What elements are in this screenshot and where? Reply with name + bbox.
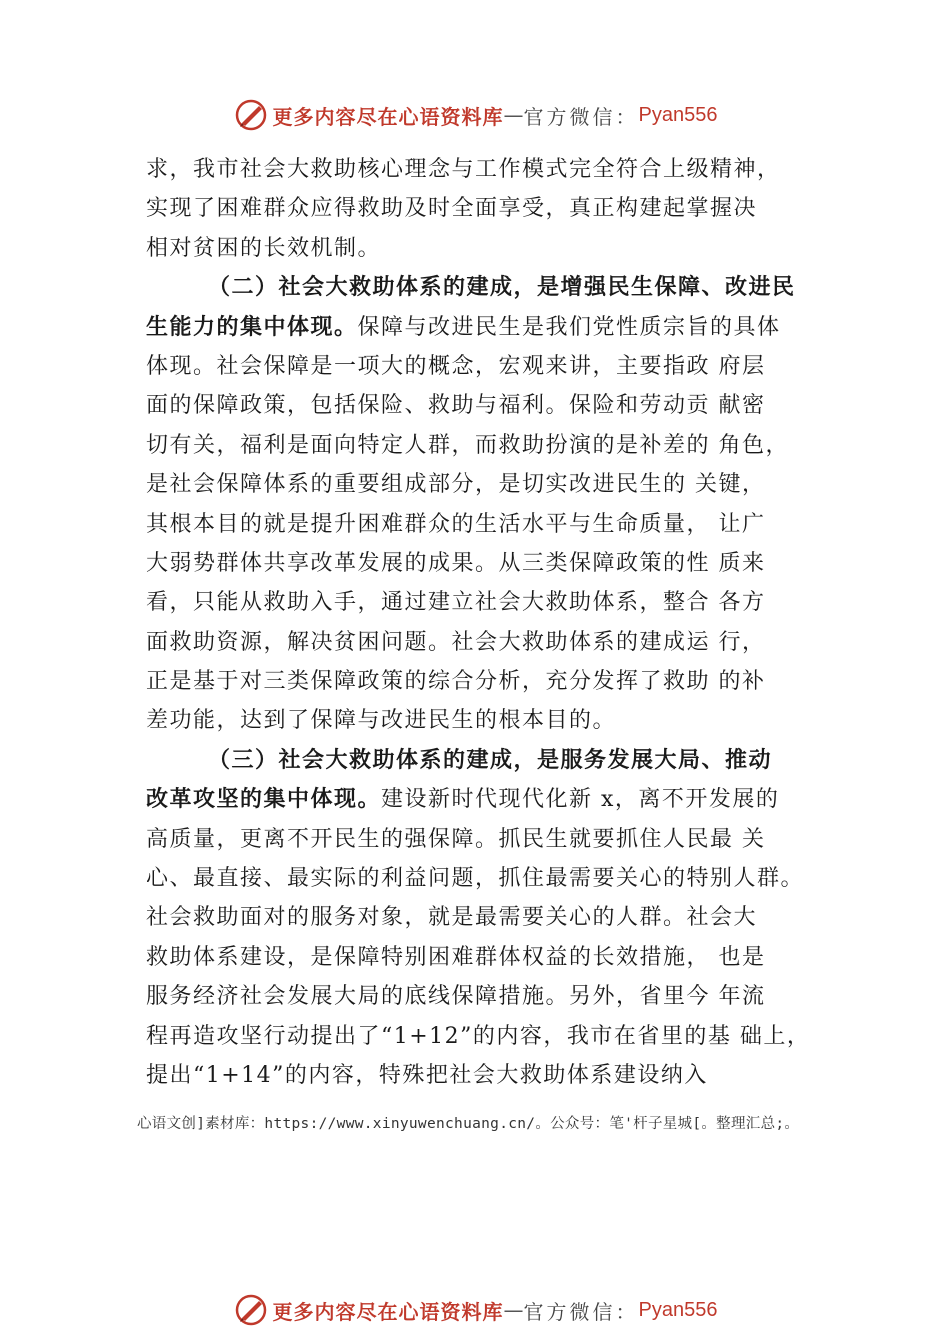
line-text: 相对贫困的长效机制。 [146,235,382,261]
text-line [146,898,846,937]
line-text: 求，我市社会大救助核心理念与工作模式完全符合上级精神， [146,157,781,182]
bold-heading-text: （三）社会大救助体系的建成，是服务发展大局、推动 [208,746,773,773]
text-line [146,977,846,1016]
line-text: 切有关，福利是面向特定人群，而救助扮演的是补差的 角色， [146,432,789,458]
text-line [146,701,846,740]
bold-heading-text: 改革攻坚的集中体现。 [146,786,382,813]
line-text: 差功能，达到了保障与改进民生的根本目的。 [146,708,617,734]
pen-logo-icon [233,1292,269,1328]
line-text: 心、最直接、最实际的利益问题，抓住最需要关心的特别人群。 [146,866,805,892]
text-line [146,583,846,622]
text-line [146,544,846,583]
banner-brand: 更多内容尽在心语资料库 [272,1299,504,1324]
text-line [146,859,846,898]
text-line [146,741,846,780]
text-line [146,465,846,504]
line-text: 实现了困难群众应得救助及时全面享受，真正构建起掌握决 [146,196,758,222]
text-line [146,505,846,544]
document-body [146,150,846,1095]
line-text: 提出“1+14”的内容，特殊把社会大救助体系建设纳入 [146,1062,708,1088]
line-text: 面救助资源，解决贫困问题。社会大救助体系的建成运 行， [146,629,766,655]
line-text: 服务经济社会发展大局的底线保障措施。另外，省里今 年流 [146,984,766,1010]
text-line [146,150,846,189]
text-line [146,347,846,386]
line-text: 体现。社会保障是一项大的概念，宏观来讲，主要指政 府层 [146,353,766,379]
source-footnote: 心语文创]素材库：https://www.xinyuwenchuang.cn/。公众号：笔'杆子星城[。整理汇总;。 [137,1116,800,1132]
line-text: 面的保障政策，包括保险、救助与福利。保险和劳动贡 献密 [146,393,766,419]
banner-wechat-label: 官方微信： [523,1299,639,1324]
line-text: 其根本目的就是提升困难群众的生活水平与生命质量， 让广 [146,511,766,537]
line-text: 救助体系建设，是保障特别困难群体权益的长效措施， 也是 [146,944,766,970]
banner-separator: — [503,1298,524,1322]
line-text: 正是基于对三类保障政策的综合分析，充分发挥了救助 的补 [146,669,766,695]
line-text: 看，只能从救助入手，通过建立社会大救助体系，整合 各方 [146,590,766,616]
text-line [146,623,846,662]
line-text: 高质量，更离不开民生的强保障。抓民生就要抓住人民最 关 [146,826,766,852]
banner-separator: — [503,103,524,127]
text-line [146,386,846,425]
footer-banner [0,1290,950,1330]
text-line [146,780,846,819]
banner-wechat-label: 官方微信： [523,104,639,129]
text-line [146,938,846,977]
text-line [146,189,846,228]
text-line [146,662,846,701]
text-line [146,1017,846,1056]
banner-brand: 更多内容尽在心语资料库 [272,104,504,129]
line-text: 社会救助面对的服务对象，就是最需要关心的人群。社会大 [146,905,758,931]
line-text: 大弱势群体共享改革发展的成果。从三类保障政策的性 质来 [146,550,766,576]
text-line [146,820,846,859]
text-line [146,268,846,307]
pen-logo-icon [233,97,269,133]
bold-heading-text: （二）社会大救助体系的建成，是增强民生保障、改进民 [208,274,796,301]
text-line [146,229,846,268]
text-line [146,1056,846,1095]
line-text: 保障与改进民生是我们党性质宗旨的具体 [357,314,781,340]
header-banner [0,95,950,135]
line-text: 是社会保障体系的重要组成部分，是切实改进民生的 关键， [146,472,766,498]
banner-wechat-id: Pyan556 [638,103,718,126]
text-line [146,308,846,347]
line-text: 建设新时代现代化新 x，离不开发展的 [381,787,780,813]
bold-heading-text: 生能力的集中体现。 [146,313,358,340]
banner-wechat-id: Pyan556 [638,1298,718,1321]
text-line [146,426,846,465]
line-text: 程再造攻坚行动提出了“1+12”的内容，我市在省里的基 础上， [146,1023,811,1049]
